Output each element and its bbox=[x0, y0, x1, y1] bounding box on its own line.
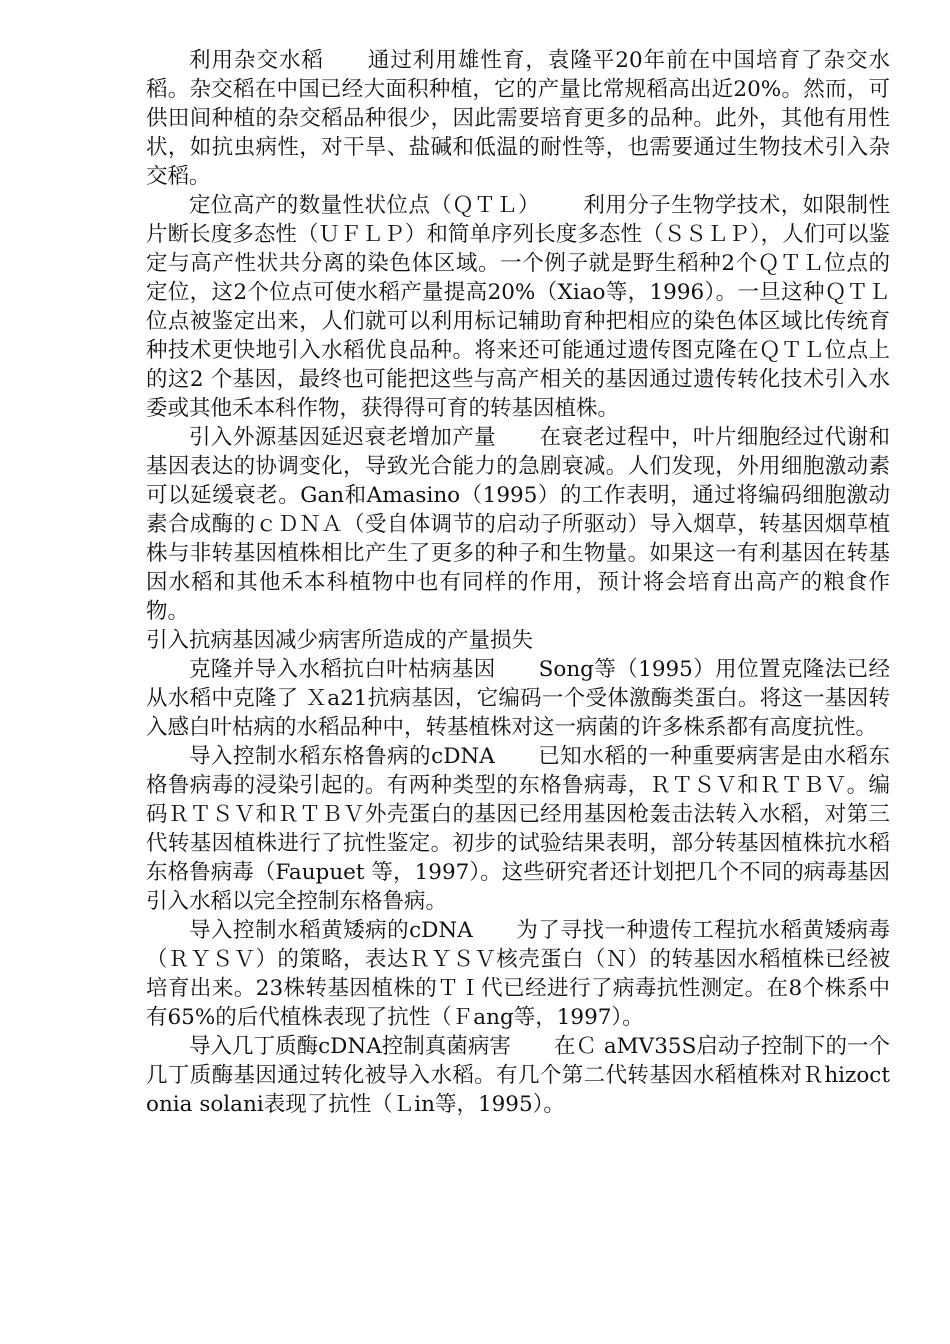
paragraph-bacterial-blight bbox=[146, 655, 890, 742]
paragraph-qtl bbox=[146, 191, 890, 423]
document-page bbox=[146, 46, 890, 1119]
paragraph-body: 已知水稻的一种重要病害是由水稻东格鲁病毒的浸染引起的。有两种类型的东格鲁病毒，ＲＴＳＶ和ＲＴＢＶ。编码ＲＴＳＶ和ＲＴＢＶ外壳蛋白的基因已经用基因枪轰击法转入水稻，对第三代转基因植株进行了抗性鉴定。初步的试验结果表明，部分转基因植株抗水稻东格鲁病毒（Faupuet 等，1997）。这些研究者还计划把几个不同的病毒基因引入水稻以完全控制东格鲁病。 bbox=[146, 744, 890, 914]
paragraph-body: 为了寻找一种遗传工程抗水稻黄矮病毒（ＲＹＳＶ）的策略，表达ＲＹＳＶ核壳蛋白（Ｎ）的转基因水稻植株已经被培育出来。23株转基因植株的ＴＩ代已经进行了病毒抗性测定。在8个株系中有65%的后代植株表现了抗性（Ｆang等，1997）。 bbox=[146, 918, 890, 1030]
paragraph-heading: 导入控制水稻东格鲁病的cDNA bbox=[189, 744, 495, 769]
paragraph-senescence bbox=[146, 423, 890, 626]
paragraph-body: 利用分子生物学技术，如限制性片断长度多态性（ＵＦＬＰ）和简单序列长度多态性（ＳＳＬＰ），人们可以鉴定与高产性状共分离的染色体区域。一个例子就是野生稻种2个ＱＴＬ位点的定位，这2个位点可使水稻产量提高20%（Xiao等，1996）。一旦这种ＱＴＬ位点被鉴定出来，人们就可以利用标记辅助育种把相应的染色体区域比传统育种技术更快地引入水稻优良品种。将来还可能通过遗传图克隆在ＱＴＬ位点上的这2 个基因，最终也可能把这些与高产相关的基因通过遗传转化技术引入水委或其他禾本科作物，获得得可育的转基因植株。 bbox=[146, 193, 890, 421]
paragraph-chitinase bbox=[146, 1032, 890, 1119]
paragraph-heading: 导入几丁质酶cDNA控制真菌病害 bbox=[189, 1034, 511, 1059]
paragraph-tungro bbox=[146, 742, 890, 916]
section-heading-text: 引入抗病基因减少病害所造成的产量损失 bbox=[146, 628, 534, 653]
paragraph-body: 通过利用雄性育，袁隆平20年前在中国培育了杂交水稻。杂交稻在中国已经大面积种植，它的产量比常规稻高出近20%。然而，可供田间种植的杂交稻品种很少，因此需要培育更多的品种。此外，其他有用性状，如抗虫病性，对干旱、盐碱和低温的耐性等，也需要通过生物技术引入杂交稻。 bbox=[146, 48, 890, 189]
paragraph-heading: 引入外源基因延迟衰老增加产量 bbox=[189, 425, 497, 450]
paragraph-yellow-stunt bbox=[146, 916, 890, 1032]
paragraph-heading: 利用杂交水稻 bbox=[189, 48, 324, 73]
paragraph-body: 在Ｃ aMV35S启动子控制下的一个几丁质酶基因通过转化被导入水稻。有几个第二代转基因水稻植株对Ｒhizoctonia solani表现了抗性（Ｌin等，1995）。 bbox=[146, 1034, 891, 1117]
paragraph-heading: 导入控制水稻黄矮病的cDNA bbox=[189, 918, 473, 943]
paragraph-heading: 克隆并导入水稻抗白叶枯病基因 bbox=[189, 657, 496, 682]
paragraph-body: 在衰老过程中，叶片细胞经过代谢和基因表达的协调变化，导致光合能力的急剧衰减。人们发现，外用细胞激动素可以延缓衰老。Gan和Amasino（1995）的工作表明，通过将编码细胞激动素合成酶的ｃＤＮＡ（受自体调节的启动子所驱动）导入烟草，转基因烟草植株与非转基因植株相比产生了更多的种子和生物量。如果这一有利基因在转基因水稻和其他禾本科植物中也有同样的作用，预计将会培育出高产的粮食作物。 bbox=[146, 425, 890, 624]
paragraph-hybrid-rice bbox=[146, 46, 890, 191]
paragraph-heading: 定位高产的数量性状位点（ＱＴＬ） bbox=[189, 193, 540, 218]
paragraph-body: Song等（1995）用位置克隆法已经从水稻中克隆了 Ｘa21抗病基因，它编码一个受体激酶类蛋白。将这一基因转入感白叶枯病的水稻品种中，转基植株对这一病菌的许多株系都有高度抗性。 bbox=[146, 657, 890, 740]
section-heading-disease-resistance bbox=[146, 626, 890, 655]
